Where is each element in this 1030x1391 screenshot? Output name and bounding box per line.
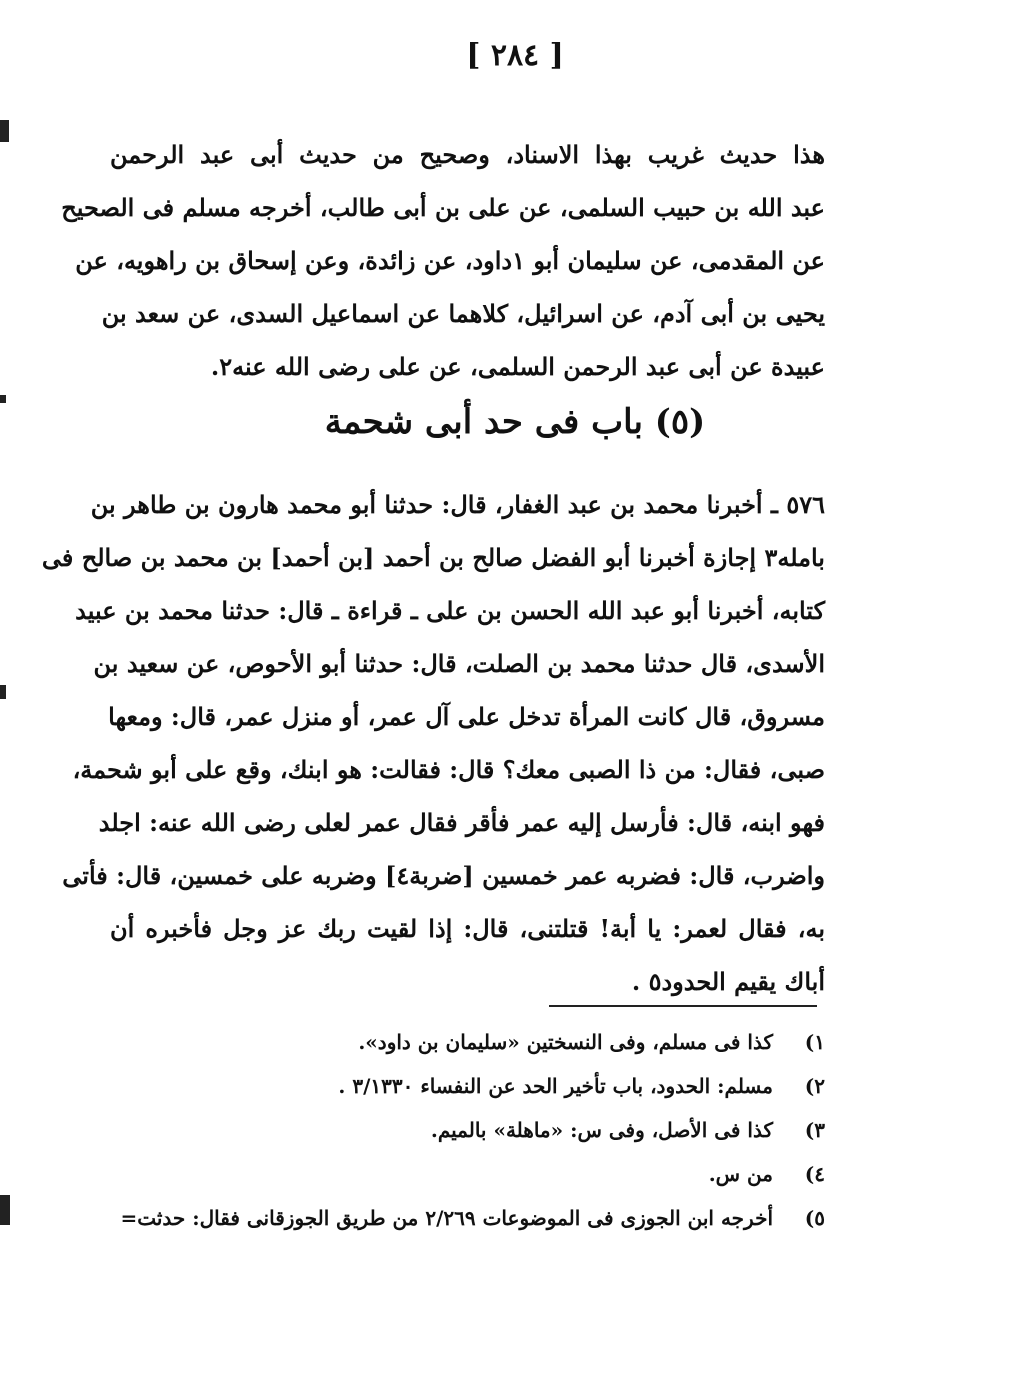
text-line: واضرب، قال: فضربه عمر خمسين [ضربة٤] وضربه على خمسين، قال: فأتى [62, 861, 825, 890]
scan-edge-mark [0, 1195, 10, 1225]
footnotes [110, 1020, 825, 1240]
text-line: به، فقال لعمر: يا أبة! قتلتنى، قال: إذا لقيت ربك عز وجل فأخبره أن [110, 914, 825, 943]
footnote-text: أخرجه ابن الجوزى فى الموضوعات ٢/٢٦٩ من طريق الجوزقانى فقال: حدثت= [120, 1206, 773, 1230]
footnote [110, 1020, 825, 1064]
text-line: مسروق، قال كانت المرأة تدخل على آل عمر، أو منزل عمر، قال: ومعها [108, 702, 825, 731]
footnote-number: ٣) [804, 1118, 825, 1142]
text-line: هذا حديث غريب بهذا الاسناد، وصحيح من حديث أبى عبد الرحمن [110, 140, 825, 169]
footnote [110, 1152, 825, 1196]
footnote-text: مسلم: الحدود، باب تأخير الحد عن النفساء ٣/١٣٣٠ . [338, 1074, 773, 1098]
footnote-number: ٢) [804, 1074, 825, 1098]
scan-edge-mark [0, 685, 6, 699]
text-line: أباك يقيم الحدود٥ . [631, 967, 825, 996]
section-heading: (٥) باب فى حد أبى شحمة [324, 402, 706, 442]
text-line: كتابه، أخبرنا أبو عبد الله الحسن بن على ـ قراءة ـ قال: حدثنا محمد بن عبيد [75, 596, 825, 625]
footnote-number: ٤) [804, 1162, 825, 1186]
footnote-text: من س. [708, 1162, 773, 1186]
paragraph-1 [61, 128, 825, 393]
text-line: عبد الله بن حبيب السلمى، عن على بن أبى طالب، أخرجه مسلم فى الصحيح [61, 193, 825, 222]
text-line: عبيدة عن أبى عبد الرحمن السلمى، عن على رضى الله عنه٢. [210, 352, 825, 381]
scan-edge-mark [0, 120, 9, 142]
footnote [110, 1064, 825, 1108]
page-number: [ ٢٨٤ ] [466, 38, 564, 73]
text-line: صبى، فقال: من ذا الصبى معك؟ قال: فقالت: هو ابنك، وقع على أبو شحمة، [72, 755, 825, 784]
text-line: يحيى بن أبى آدم، عن اسرائيل، كلاهما عن اسماعيل السدى، عن سعد بن [101, 299, 825, 328]
footnote-text: كذا فى مسلم، وفى النسختين «سليمان بن داود». [358, 1030, 773, 1054]
footnote-divider [549, 1005, 817, 1007]
footnote-number: ١) [804, 1030, 825, 1054]
text-line: عن المقدمى، عن سليمان أبو ١داود، عن زائدة، وعن إسحاق بن راهويه، عن [75, 246, 825, 275]
text-line: ٥٧٦ ـ أخبرنا محمد بن عبد الغفار، قال: حدثنا أبو محمد هارون بن طاهر بن [90, 490, 825, 519]
footnote [110, 1108, 825, 1152]
text-line: بامله٣ إجازة أخبرنا أبو الفضل صالح بن أحمد [بن أحمد] بن محمد بن صالح فى [41, 543, 825, 572]
text-line: فهو ابنه، قال: فأرسل إليه عمر فأقر فقال عمر لعلى رضى الله عنه: اجلد [98, 808, 825, 837]
paragraph-2 [41, 478, 825, 1008]
footnote-text: كذا فى الأصل، وفى س: «ماهلة» بالميم. [430, 1118, 773, 1142]
footnote-number: ٥) [804, 1206, 825, 1230]
scan-edge-mark [0, 395, 6, 403]
footnote [110, 1196, 825, 1240]
text-line: الأسدى، قال حدثنا محمد بن الصلت، قال: حدثنا أبو الأحوص، عن سعيد بن [93, 649, 825, 678]
